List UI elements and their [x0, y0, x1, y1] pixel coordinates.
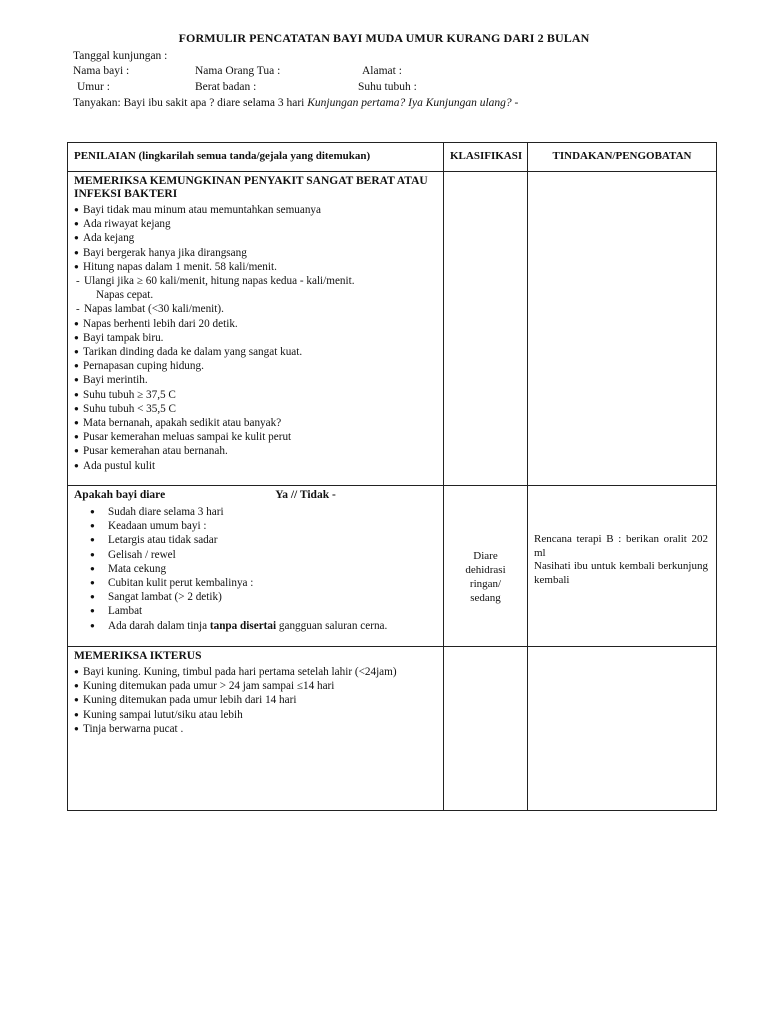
section-ikterus-list — [68, 665, 443, 740]
table-header-row — [68, 143, 717, 172]
section-ikterus-penilaian — [68, 647, 444, 811]
list-item[interactable]: ● Cubitan kulit perut kembalinya : — [88, 576, 437, 590]
col-penilaian-header: PENILAIAN (lingkarilah semua tanda/gejala yang ditemukan) — [68, 143, 444, 172]
list-item[interactable]: - Ulangi jika ≥ 60 kali/menit, hitung napas kedua - kali/menit. — [74, 274, 437, 288]
list-item[interactable]: - Napas lambat (<30 kali/menit). — [74, 302, 437, 316]
list-item[interactable]: ● Tinja berwarna pucat . — [74, 722, 437, 736]
section-ikterus-row — [68, 647, 717, 811]
list-item[interactable]: ● Keadaan umum bayi : — [88, 519, 437, 533]
col-tindakan-header: TINDAKAN/PENGOBATAN — [528, 143, 717, 172]
list-item[interactable]: ● Ada pustul kulit — [74, 459, 437, 473]
list-item[interactable]: ● Bayi kuning. Kuning, timbul pada hari pertama setelah lahir (<24jam) — [74, 665, 437, 679]
list-item[interactable] — [88, 619, 437, 633]
list-item[interactable]: ● Kuning ditemukan pada umur lebih dari 14 hari — [74, 693, 437, 707]
tanyakan-kunjungan: Kunjungan pertama? Iya Kunjungan ulang? — [307, 97, 512, 109]
list-item[interactable]: ● Sudah diare selama 3 hari — [88, 505, 437, 519]
list-item[interactable]: ● Bayi merintih. — [74, 373, 437, 387]
form-title: FORMULIR PENCATATAN BAYI MUDA UMUR KURANG DARI 2 BULAN — [178, 31, 590, 45]
list-item[interactable]: ● Mata bernanah, apakah sedikit atau banyak? — [74, 416, 437, 430]
tanyakan-line — [73, 97, 518, 109]
list-item[interactable]: ● Hitung napas dalam 1 menit. 58 kali/menit. — [74, 260, 437, 274]
klasifikasi-line: ringan/ — [469, 578, 502, 590]
klasifikasi-line: dehidrasi — [465, 564, 506, 576]
klasifikasi-line: sedang — [470, 592, 501, 604]
section-diare-heading — [68, 486, 443, 501]
umur-label: Umur : — [77, 81, 110, 93]
list-item[interactable]: ● Lambat — [88, 604, 437, 618]
section-ikterus-klasifikasi[interactable] — [444, 647, 528, 811]
list-item[interactable]: ● Bayi bergerak hanya jika dirangsang — [74, 246, 437, 260]
list-item[interactable]: ● Napas berhenti lebih dari 20 detik. — [74, 317, 437, 331]
section-diare-klasifikasi — [444, 486, 528, 647]
darah-tinja-text: Ada darah dalam tinja — [108, 619, 210, 632]
section-diare-tindakan — [528, 486, 717, 647]
list-item[interactable]: ● Pusar kemerahan meluas sampai ke kulit perut — [74, 430, 437, 444]
alamat-label: Alamat : — [362, 65, 402, 77]
tindakan-nasihat: Nasihati ibu untuk kembali berkunjung kembali — [534, 560, 708, 586]
list-item[interactable]: ● Bayi tidak mau minum atau memuntahkan semuanya — [74, 203, 437, 217]
list-item[interactable]: Napas cepat. — [96, 289, 154, 302]
section-infeksi-penilaian — [68, 172, 444, 486]
nama-orang-tua-label: Nama Orang Tua : — [195, 65, 281, 77]
tanyakan-text: Tanyakan: Bayi ibu sakit apa ? diare selama 3 hari — [73, 97, 308, 109]
klasifikasi-line: Diare — [473, 550, 498, 562]
section-infeksi-row — [68, 172, 717, 486]
list-item[interactable]: ● Tarikan dinding dada ke dalam yang sangat kuat. — [74, 345, 437, 359]
suhu-tubuh-label: Suhu tubuh : — [358, 81, 417, 93]
nama-bayi-label: Nama bayi : — [73, 65, 130, 77]
list-item[interactable]: ● Bayi tampak biru. — [74, 331, 437, 345]
section-infeksi-title: MEMERIKSA KEMUNGKINAN PENYAKIT SANGAT BERAT ATAU INFEKSI BAKTERI — [74, 175, 428, 200]
list-item[interactable]: ● Letargis atau tidak sadar — [88, 533, 437, 547]
section-infeksi-list — [68, 203, 443, 477]
list-item[interactable]: ● Ada kejang — [74, 231, 437, 245]
tanggal-kunjungan-label: Tanggal kunjungan : — [73, 50, 168, 62]
list-item[interactable]: ● Sangat lambat (> 2 detik) — [88, 590, 437, 604]
section-diare-row — [68, 486, 717, 647]
list-item[interactable]: ● Kuning ditemukan pada umur > 24 jam sampai ≤14 hari — [74, 679, 437, 693]
section-ikterus-title: MEMERIKSA IKTERUS — [74, 650, 202, 662]
col-klasifikasi-header: KLASIFIKASI — [444, 143, 528, 172]
berat-badan-label: Berat badan : — [195, 81, 257, 93]
section-diare-penilaian — [68, 486, 444, 647]
list-item[interactable]: ● Gelisah / rewel — [88, 548, 437, 562]
tanpa-disertai-text: tanpa disertai — [209, 619, 277, 632]
section-diare-list — [68, 501, 443, 637]
section-infeksi-klasifikasi[interactable] — [444, 172, 528, 486]
section-ikterus-tindakan[interactable] — [528, 647, 717, 811]
list-item[interactable]: ● Suhu tubuh ≥ 37,5 C — [74, 388, 437, 402]
list-item[interactable]: ● Mata cekung — [88, 562, 437, 576]
ya-tidak-option[interactable]: Ya // Tidak - — [275, 489, 336, 501]
tanyakan-suffix: - — [511, 97, 519, 109]
list-item[interactable]: ● Pernapasan cuping hidung. — [74, 359, 437, 373]
list-item[interactable]: ● Pusar kemerahan atau bernanah. — [74, 444, 437, 458]
gangguan-text: gangguan saluran cerna. — [276, 619, 388, 632]
list-item[interactable]: ● Ada riwayat kejang — [74, 217, 437, 231]
tindakan-terapi: Rencana terapi B : berikan oralit 202 ml — [534, 533, 708, 559]
section-infeksi-tindakan[interactable] — [528, 172, 717, 486]
assessment-table — [67, 142, 717, 811]
section-diare-title: Apakah bayi diare — [74, 489, 166, 501]
list-item[interactable]: ● Suhu tubuh < 35,5 C — [74, 402, 437, 416]
list-item[interactable]: ● Kuning sampai lutut/siku atau lebih — [74, 708, 437, 722]
